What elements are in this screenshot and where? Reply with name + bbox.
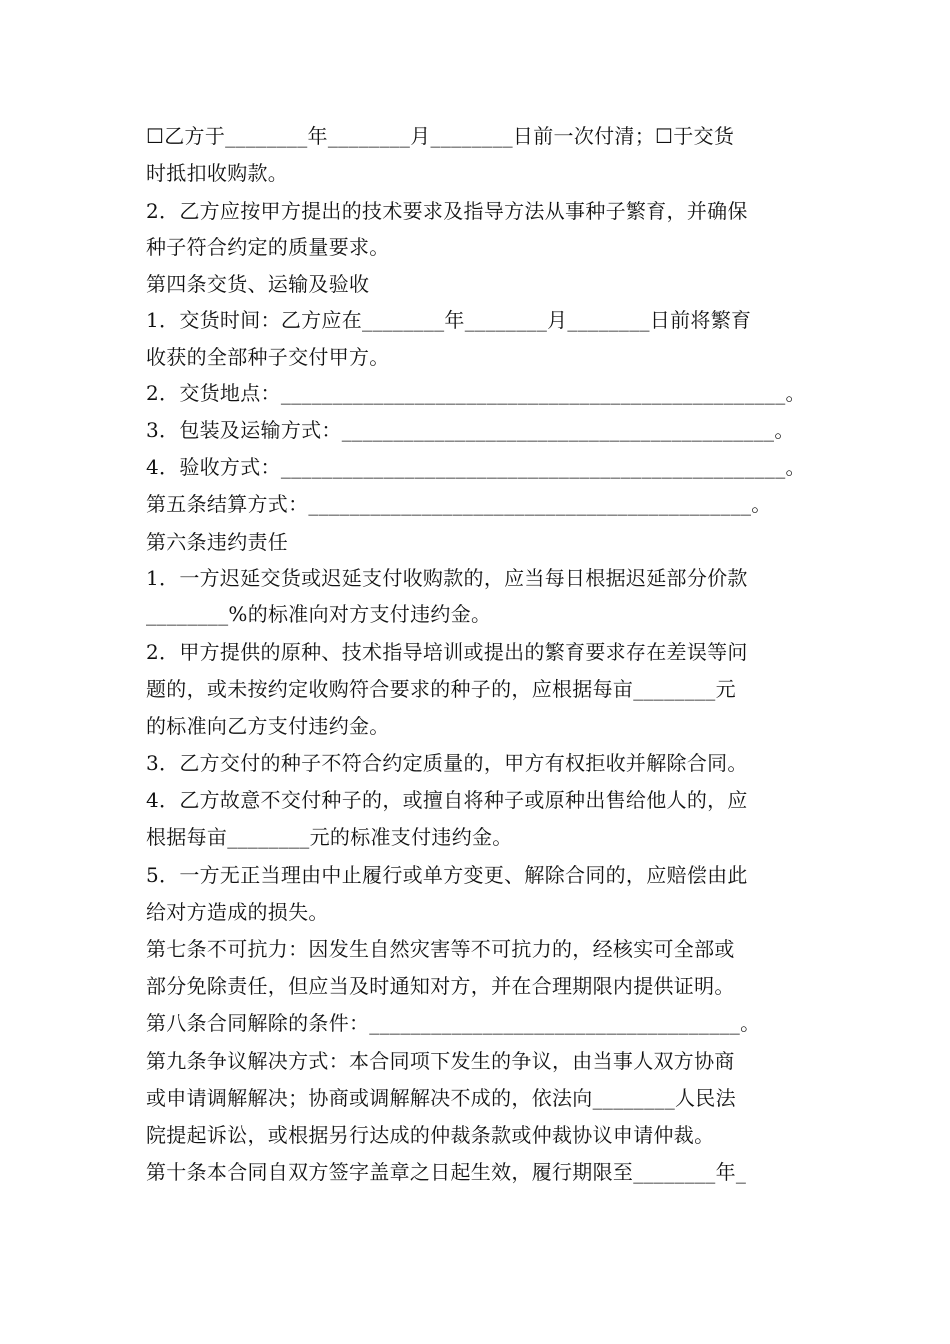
text-line: 2．交货地点：_________________________________________________。 bbox=[146, 381, 806, 405]
section-heading: 第四条交货、运输及验收 bbox=[146, 272, 370, 296]
text-line: 2．甲方提供的原种、技术指导培训或提出的繁育要求存在差误等问 bbox=[146, 640, 748, 664]
text-line: 收获的全部种子交付甲方。 bbox=[146, 345, 390, 369]
text-line: 或申请调解解决；协商或调解解决不成的，依法向________人民法 bbox=[146, 1086, 736, 1110]
text-line: 1．交货时间：乙方应在________年________月________日前将繁育 bbox=[146, 308, 752, 332]
text-line: 时抵扣收购款。 bbox=[146, 161, 289, 185]
section-heading: 第七条不可抗力：因发生自然灾害等不可抗力的，经核实可全部或 bbox=[146, 937, 735, 961]
text-line: 3．包装及运输方式：__________________________________________。 bbox=[146, 418, 795, 442]
section-heading: 第十条本合同自双方签字盖章之日起生效，履行期限至________年_ bbox=[146, 1160, 747, 1184]
section-heading: 第五条结算方式：___________________________________________。 bbox=[146, 492, 772, 516]
text-line: 种子符合约定的质量要求。 bbox=[146, 235, 390, 259]
text-line: 根据每亩________元的标准支付违约金。 bbox=[146, 825, 513, 849]
text-line: 4．验收方式：_________________________________________________。 bbox=[146, 455, 806, 479]
text-line: 院提起诉讼，或根据另行达成的仲裁条款或仲裁协议申请仲裁。 bbox=[146, 1123, 715, 1147]
text-line: 5．一方无正当理由中止履行或单方变更、解除合同的，应赔偿由此 bbox=[146, 863, 748, 887]
text-line: 3．乙方交付的种子不符合约定质量的，甲方有权拒收并解除合同。 bbox=[146, 751, 748, 775]
text-line: 2．乙方应按甲方提出的技术要求及指导方法从事种子繁育，并确保 bbox=[146, 199, 748, 223]
text-line: 部分免除责任，但应当及时通知对方，并在合理期限内提供证明。 bbox=[146, 974, 735, 998]
text-line: 题的，或未按约定收购符合要求的种子的，应根据每亩________元 bbox=[146, 677, 736, 701]
section-heading: 第六条违约责任 bbox=[146, 530, 289, 554]
text-line: 4．乙方故意不交付种子的，或擅自将种子或原种出售给他人的，应 bbox=[146, 788, 748, 812]
text-line: ☐乙方于________年________月________日前一次付清；☐于交货 bbox=[146, 124, 735, 148]
text-line: 的标准向乙方支付违约金。 bbox=[146, 714, 390, 738]
section-heading: 第九条争议解决方式：本合同项下发生的争议，由当事人双方协商 bbox=[146, 1049, 735, 1073]
text-line: 给对方造成的损失。 bbox=[146, 900, 329, 924]
text-line: ________%的标准向对方支付违约金。 bbox=[146, 602, 492, 626]
text-line: 1．一方迟延交货或迟延支付收购款的，应当每日根据迟延部分价款 bbox=[146, 566, 748, 590]
section-heading: 第八条合同解除的条件：____________________________________。 bbox=[146, 1011, 761, 1035]
